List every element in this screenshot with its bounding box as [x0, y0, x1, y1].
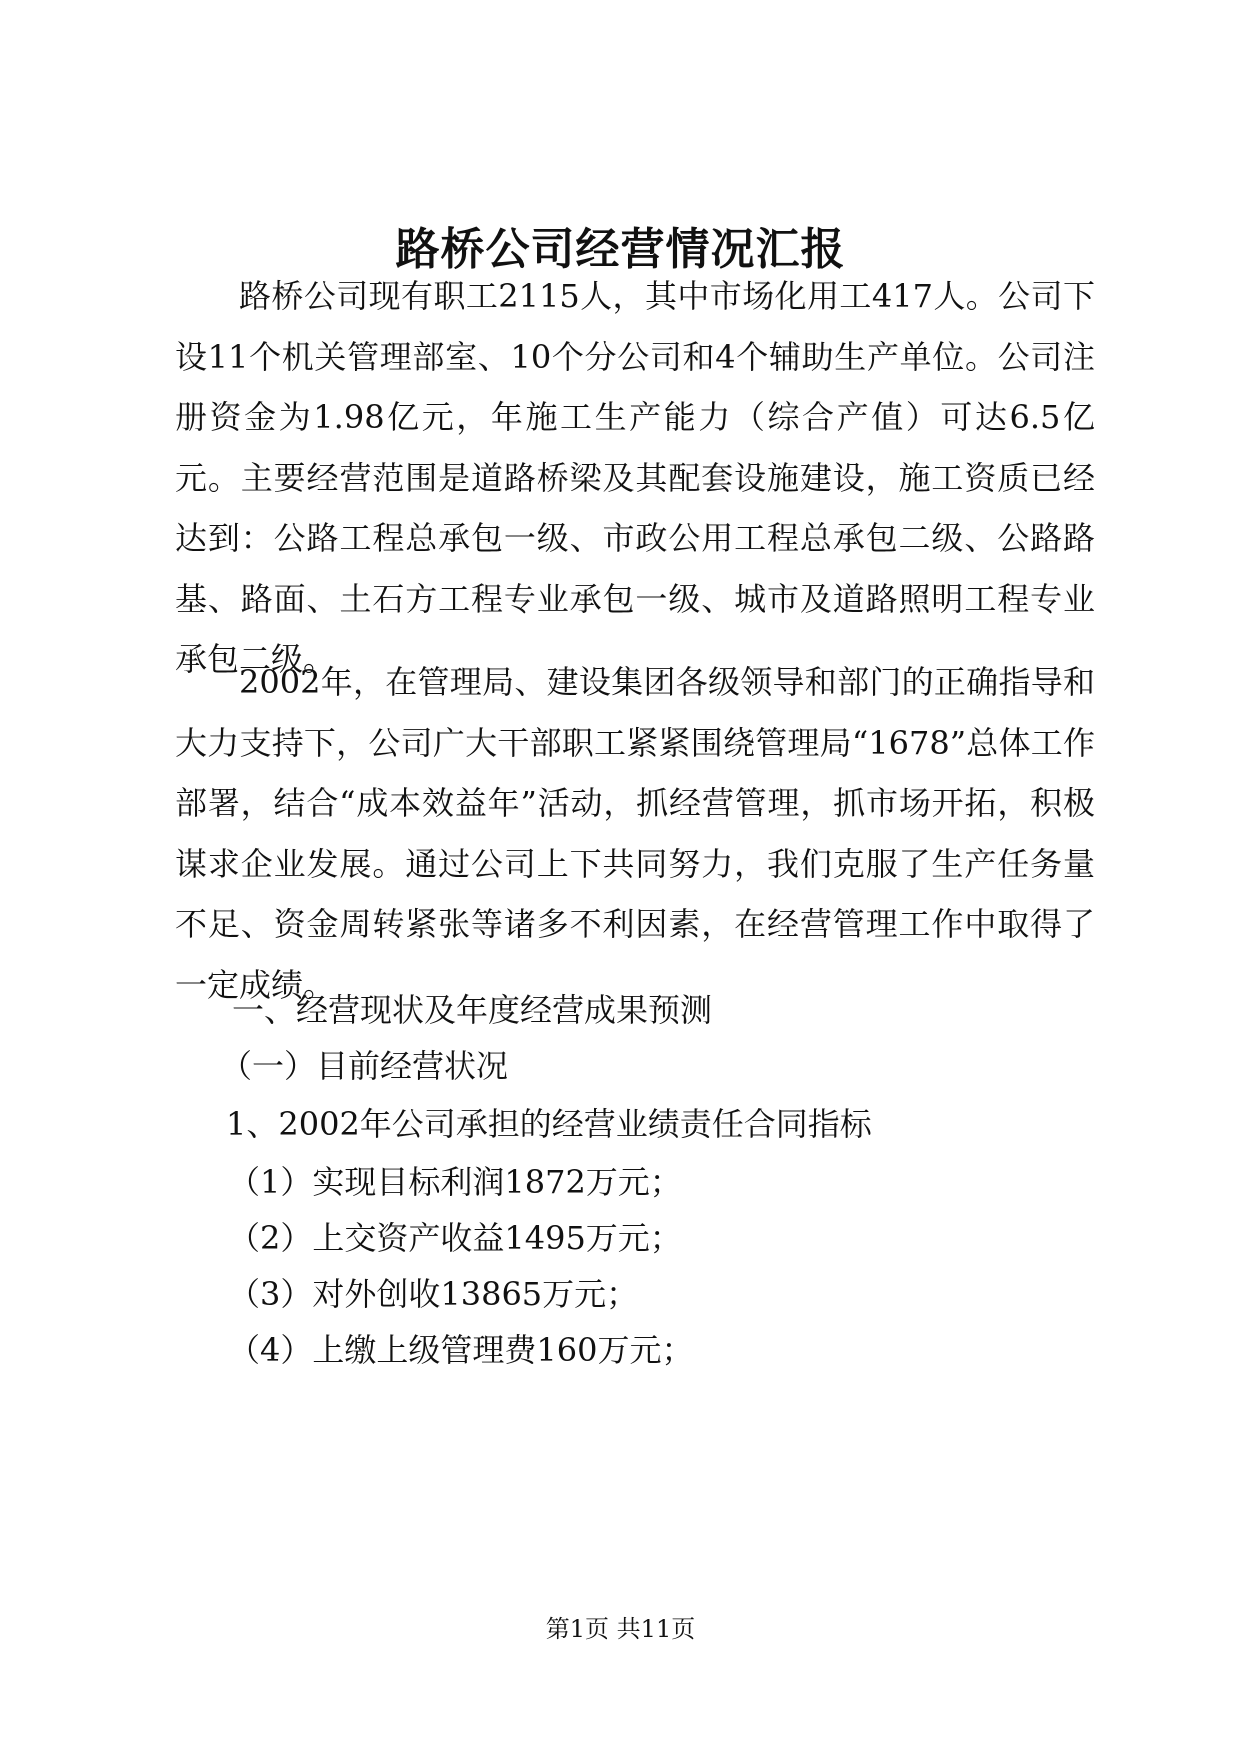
list-item: （3）对外创收13865万元；: [228, 1275, 639, 1313]
subsection-heading: （一）目前经营状况: [220, 1047, 509, 1085]
list-item: （1）实现目标利润1872万元；: [228, 1163, 682, 1201]
paragraph-2002-summary: 2002年，在管理局、建设集团各级领导和部门的正确指导和大力支持下，公司广大干部职工紧紧围绕管理局“1678”总体工作部署，结合“成本效益年”活动，抓经营管理，抓市场开拓，积极谋求企业发展。通过公司上下共同努力，我们克服了生产任务量不足、资金周转紧张等诸多不利因素，在经营管理工作中取得了一定成绩。: [175, 663, 1095, 1004]
page-number-footer: 第1页 共11页: [545, 1615, 696, 1643]
item-heading: 1、2002年公司承担的经营业绩责任合同指标: [226, 1105, 872, 1143]
section-heading: 一、经营现状及年度经营成果预测: [232, 991, 713, 1029]
list-item: （4）上缴上级管理费160万元；: [228, 1331, 694, 1369]
list-item: （2）上交资产收益1495万元；: [228, 1219, 682, 1257]
document-title: 路桥公司经营情况汇报: [395, 224, 846, 275]
paragraph-company-overview: 路桥公司现有职工2115人，其中市场化用工417人。公司下设11个机关管理部室、10个分公司和4个辅助生产单位。公司注册资金为1.98亿元，年施工生产能力（综合产值）可达6.5亿元。主要经营范围是道路桥梁及其配套设施建设，施工资质已经达到：公路工程总承包一级、市政公用工程总承包二级、公路路基、路面、土石方工程专业承包一级、城市及道路照明工程专业承包二级。: [175, 277, 1095, 678]
